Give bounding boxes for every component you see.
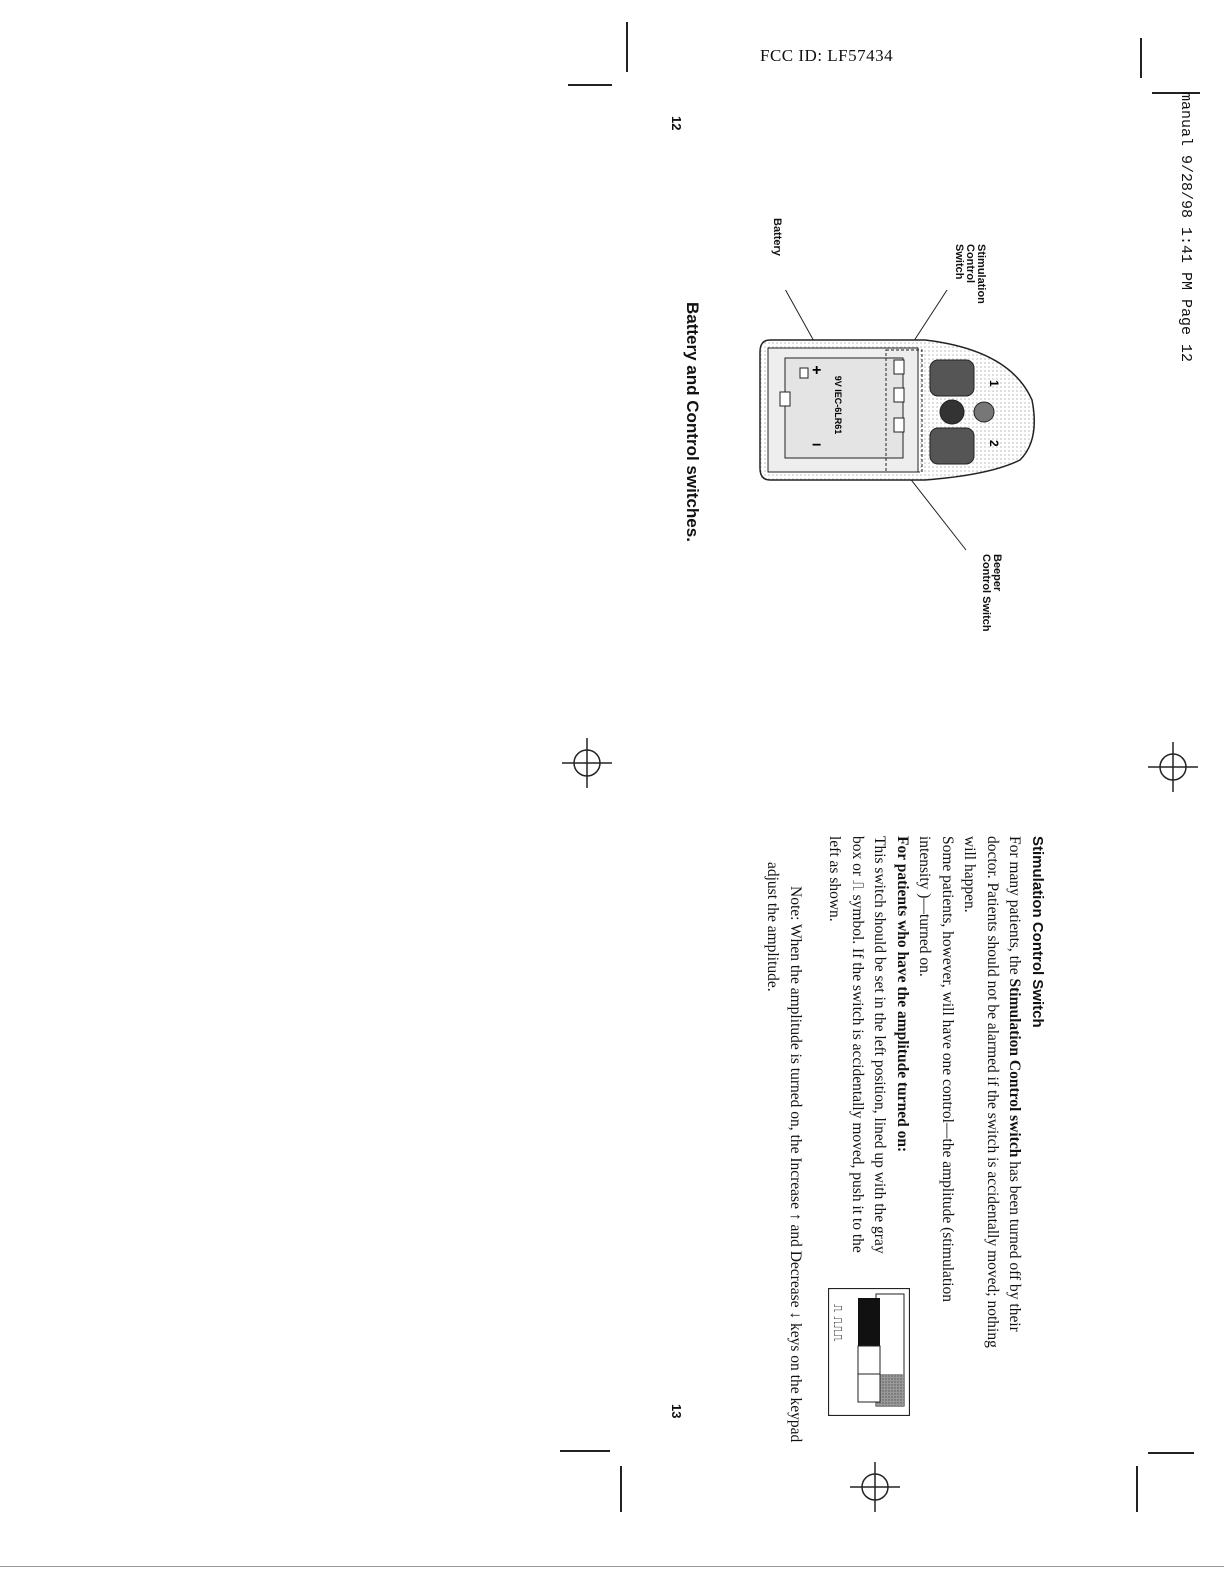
- crop-mark: [620, 1466, 622, 1512]
- crop-mark: [626, 22, 628, 72]
- keypad-key-2: [930, 428, 974, 464]
- inset-symbols: ⎍ ⎍⎍⎍: [831, 1304, 845, 1342]
- crop-mark: [1140, 38, 1142, 78]
- page-number-right: 13: [669, 1404, 684, 1419]
- keypad-key-1: [930, 360, 974, 396]
- crop-mark: [1136, 1466, 1138, 1512]
- battery-callout: Battery: [771, 218, 783, 256]
- key-label-2: 2: [987, 440, 1001, 447]
- paragraph-3: For patients who have the amplitude turned on:: [894, 836, 911, 1153]
- paragraph-2: Some patients, however, will have one control—the amplitude (stimulation intensity )—turned on.: [916, 836, 956, 1302]
- page-number-left: 12: [669, 116, 684, 131]
- crop-mark: [568, 84, 612, 86]
- section-title: Stimulation Control Switch: [1029, 836, 1046, 1028]
- bottom-rule: [0, 1566, 1224, 1567]
- section-body: [823, 836, 1048, 1356]
- registration-mark: [562, 738, 612, 788]
- battery-label: 9V IEC-6LR61: [833, 375, 843, 435]
- figure-caption: Battery and Control switches.: [683, 302, 702, 542]
- paragraph-1: For many patients, the Stimulation Control switch has been turned off by their doctor. Patients should not be alarmed if the switch is accidentally moved; nothing will happen.: [961, 836, 1024, 1348]
- stimulation-switch-callout: Stimulation Control Switch: [953, 244, 987, 304]
- crop-mark: [1148, 1452, 1194, 1454]
- note: Note: When the amplitude is turned on, the Increase ↑ and Decrease ↓ keys on the keypad adjust the amplitude.: [764, 862, 804, 1443]
- paragraph-4: This switch should be set in the left position, lined up with the gray box or ⎍ symbol. If the switch is accidentally moved, push it to the left as shown.: [826, 836, 889, 1254]
- key-label-1: 1: [987, 380, 1001, 387]
- fcc-id: FCC ID: LF57434: [760, 46, 894, 65]
- print-header: manual 9/28/98 1:41 PM Page 12: [1177, 92, 1194, 363]
- svg-text:+: +: [812, 362, 822, 379]
- switch-inset: [828, 1288, 910, 1416]
- device-illustration: [740, 290, 1040, 590]
- keypad-center-key: [940, 400, 964, 424]
- registration-mark: [850, 1462, 900, 1512]
- crop-mark: [560, 1450, 610, 1452]
- svg-text:−: −: [812, 437, 822, 454]
- beeper-switch-callout: Beeper Control Switch: [980, 554, 1003, 632]
- registration-mark: [1148, 742, 1198, 792]
